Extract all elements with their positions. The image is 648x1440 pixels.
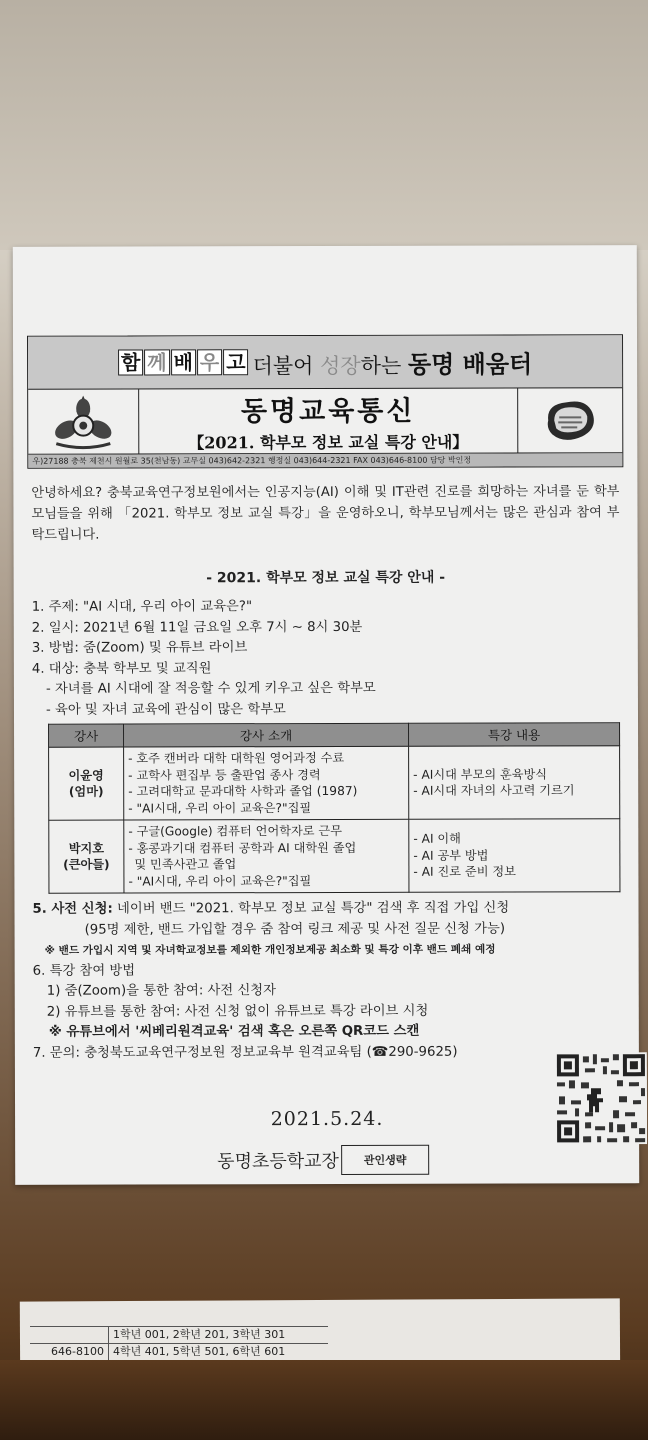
intro-line: 및 민족사관고 졸업: [134, 857, 237, 872]
intro-line: - 교학사 편집부 등 출판업 종사 경력: [128, 767, 321, 783]
signup-label: 5. 사전 신청:: [32, 901, 113, 917]
underlying-cell: 4학년 401, 5학년 501, 6학년 601: [113, 1345, 286, 1358]
lecturer-role: (큰아들): [63, 857, 110, 872]
lecturer-role: (엄마): [68, 784, 104, 799]
signup-text: 네이버 밴드 "2021. 학부모 정보 교실 특강" 검색 후 직접 가입 신청: [112, 900, 510, 917]
lecturer-table: [48, 722, 620, 893]
lecture-content-cell: [409, 819, 620, 893]
background-surface: [0, 0, 648, 250]
slogan-boxes: [118, 349, 249, 375]
qr-code-icon[interactable]: [555, 1052, 647, 1144]
title-row: [28, 388, 622, 455]
title-cell: [139, 388, 517, 453]
intro-line: - 호주 캔버라 대학 대학원 영어과정 수료: [128, 750, 345, 766]
application-section: [28, 898, 624, 1064]
underlying-cell: [30, 1327, 109, 1343]
intro-line: - "AI시대, 우리 아이 교육은?"집필: [128, 800, 312, 816]
school-address: 우)27188 충북 제천시 원월로 35(천남동) 교무실 043)642-2321 행정실 043)644-2321 FAX 043)646-8100 담당 박인정: [28, 453, 622, 468]
participation-title: 6. 특강 참여 방법: [32, 963, 136, 979]
lecturer-name: 박지호: [68, 841, 105, 856]
newsletter-title: 동명교육통신: [240, 395, 416, 428]
signup-detail: (95명 제한, 밴드 가입할 경우 줌 참여 링크 제공 및 사전 질문 신청 가능): [84, 921, 506, 938]
intro-line: - 고려대학교 문과대학 사학과 졸업 (1987): [128, 783, 358, 799]
content-line: - AI 진로 준비 정보: [413, 864, 516, 880]
table-row: [49, 819, 620, 893]
participation-option: 2) 유튜브를 통한 참여: 사전 신청 없이 유튜브로 특강 라이브 시청: [46, 1003, 429, 1020]
lecturer-name-cell: [49, 747, 124, 820]
issue-date: 2021.5.24.: [270, 1107, 384, 1131]
lecturer-intro-cell: [124, 746, 409, 820]
column-header: 특강 내용: [409, 723, 620, 747]
table-row: [49, 746, 620, 820]
signature-block: [217, 1145, 429, 1176]
content-line: - AI 공부 방법: [413, 848, 489, 863]
underlying-cell: 646-8100: [30, 1344, 109, 1360]
badge-cell: [517, 388, 622, 452]
logo-cell: [28, 389, 139, 453]
participation-option: 1) 줌(Zoom)을 통한 참여: 사전 신청자: [46, 983, 277, 999]
slogan-banner: [28, 335, 622, 390]
dongmyeong-badge-icon: [542, 398, 598, 442]
content-line: - AI시대 부모의 훈육방식: [413, 766, 548, 782]
intro-line: - "AI시대, 우리 아이 교육은?"집필: [128, 873, 312, 889]
signup-item: [32, 898, 624, 920]
school-emblem-icon: [46, 394, 120, 450]
slogan-school-name: 동명 배움터: [407, 349, 533, 379]
underlying-cell: 1학년 001, 2학년 201, 3학년 301: [113, 1328, 286, 1341]
newsletter-paper: [13, 245, 639, 1185]
contact-item: 7. 문의: 충청북도교육연구정보원 정보교육부 원격교육팀 (☎290-9625): [32, 1044, 458, 1061]
slogan-box: 배: [171, 349, 196, 375]
slogan-accent: 성장: [320, 353, 361, 378]
newsletter-subtitle: 【2021. 학부모 정보 교실 특강 안내】: [188, 432, 469, 453]
section-title: - 2021. 학부모 정보 교실 특강 안내 -: [206, 569, 446, 587]
lecture-content-cell: [409, 746, 620, 820]
target-subitem: - 자녀를 AI 시대에 잘 적응할 수 있게 키우고 싶은 학부모: [45, 680, 376, 697]
target-item: 4. 대상: 충북 학부모 및 교직원: [31, 660, 212, 677]
newsletter-content: [27, 334, 625, 1173]
info-list: [28, 596, 624, 721]
slogan-text: 하는: [360, 353, 408, 378]
date-item: 2. 일시: 2021년 6월 11일 금요일 오후 7시 ~ 8시 30분: [31, 619, 363, 636]
slogan-box: 우: [197, 349, 222, 375]
signup-note: ※ 밴드 가입시 지역 및 자녀학교정보를 제외한 개인정보제공 최소화 및 특강 이후 밴드 폐쇄 예정: [44, 943, 496, 957]
slogan-box: 고: [223, 349, 248, 375]
slogan-text: 더불어: [252, 353, 321, 378]
wooden-desk: [0, 1360, 648, 1440]
slogan-box: 께: [144, 349, 169, 375]
newsletter-header: [27, 334, 623, 469]
underlying-row: [30, 1343, 328, 1360]
content-line: - AI 이해: [413, 831, 461, 847]
column-header: 강사: [49, 724, 124, 747]
signer-name: 동명초등학교장: [217, 1150, 339, 1173]
slogan-box: 함: [118, 349, 143, 375]
column-header: 강사 소개: [124, 723, 409, 747]
youtube-note: ※ 유튜브에서 '씨베리원격교육' 검색 혹은 오른쪽 QR코드 스캔: [48, 1023, 420, 1040]
greeting-paragraph: 안녕하세요? 충북교육연구정보원에서는 인공지능(AI) 이해 및 IT관련 진로를 희망하는 자녀를 둔 학부모님들을 위해 「2021. 학부모 정보 교실 특강」을 운영하오니, 학부모님께서는 많은 관심과 참여 부탁드립니다.: [31, 484, 620, 543]
lecturer-name: 이윤영: [68, 768, 104, 783]
target-subitem: - 육아 및 자녀 교육에 관심이 많은 학부모: [45, 701, 286, 718]
topic-item: 1. 주제: "AI 시대, 우리 아이 교육은?": [31, 599, 253, 615]
method-item: 3. 방법: 줌(Zoom) 및 유튜브 라이브: [31, 640, 248, 656]
lecturer-intro-cell: [124, 819, 409, 893]
lecturer-name-cell: [49, 820, 124, 893]
intro-line: - 구글(Google) 컴퓨터 언어학자로 근무: [128, 823, 342, 839]
underlying-row: [30, 1326, 328, 1343]
official-stamp: 관인생략: [341, 1145, 430, 1175]
content-line: - AI시대 자녀의 사고력 기르기: [413, 783, 575, 798]
table-header-row: [49, 723, 620, 747]
underlying-paper-table: [30, 1326, 328, 1360]
intro-line: - 홍콩과기대 컴퓨터 공학과 AI 대학원 졸업: [128, 840, 357, 856]
